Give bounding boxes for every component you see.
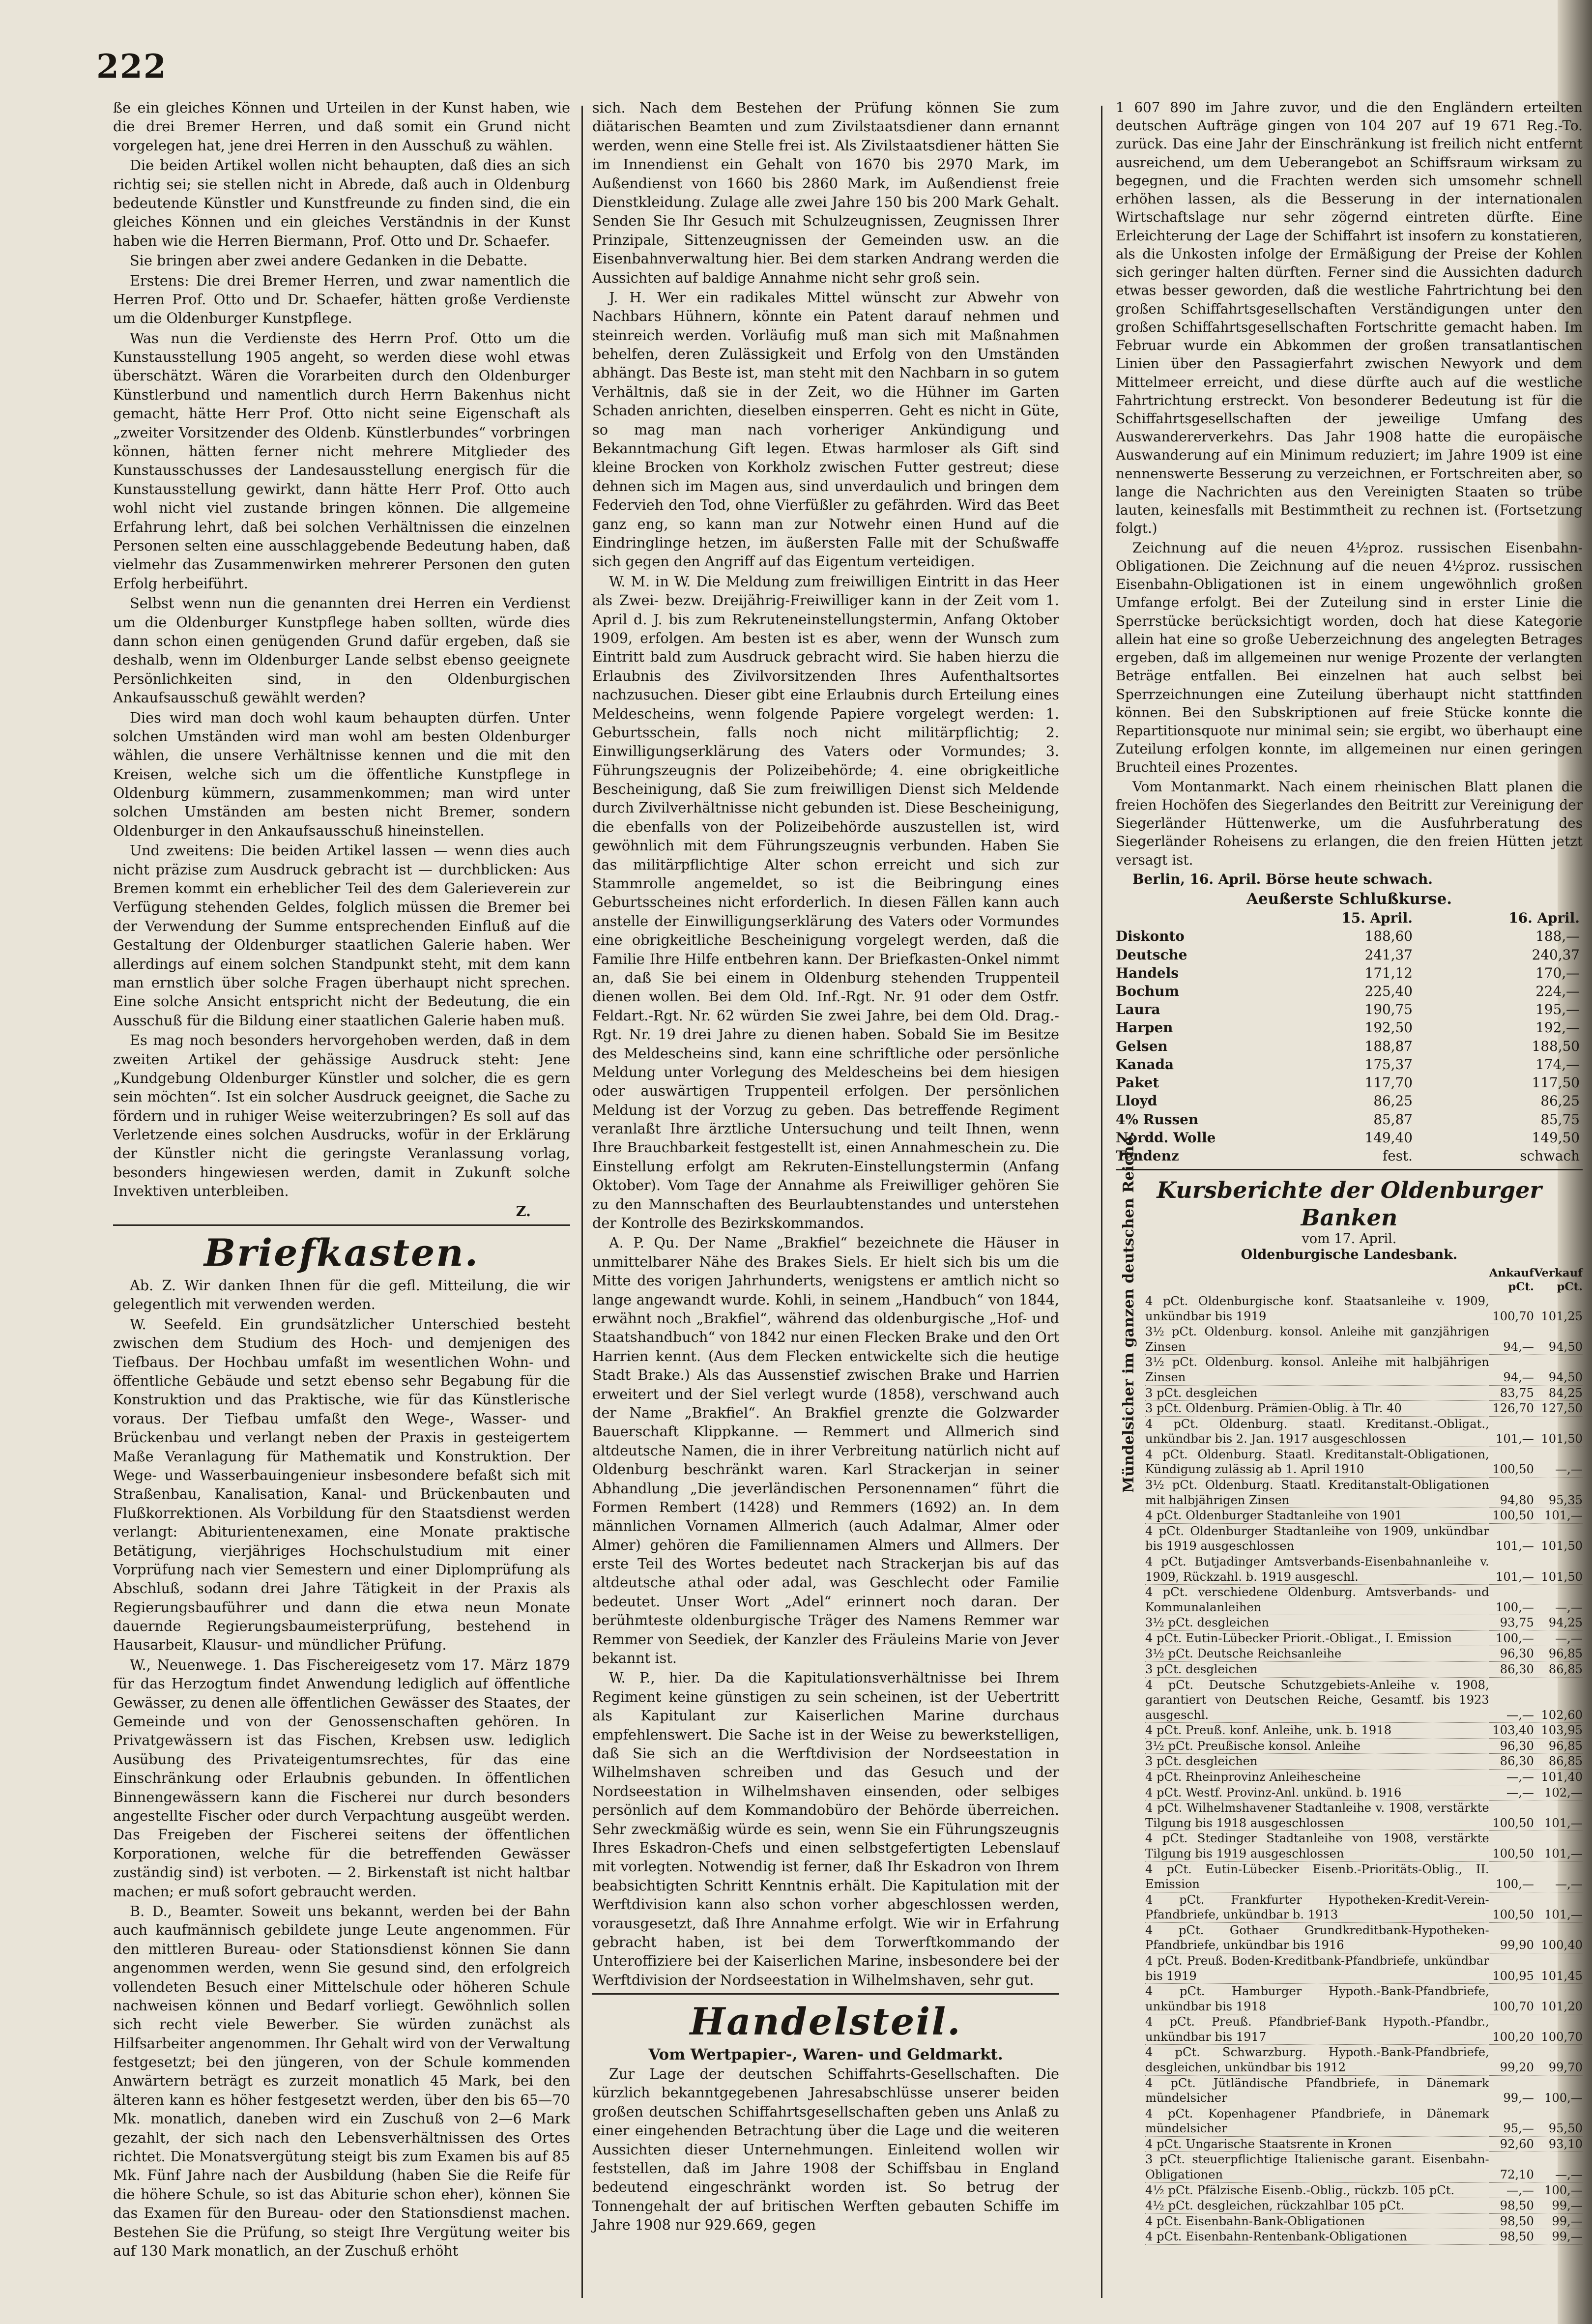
bond-row — [1145, 1831, 1583, 1861]
stock-name: Diskonto — [1116, 928, 1185, 945]
bond-name: 4 pCt. Eutin-Lübecker Priorit.-Obligat., I. Emission — [1145, 1630, 1489, 1646]
buy-price: 100,70 — [1489, 1984, 1534, 2014]
buy-price: 101,— — [1489, 1523, 1534, 1554]
bond-name: 4 pCt. Preuß. Boden-Kreditbank-Pfandbriefe, unkündbar bis 1919 — [1145, 1953, 1489, 1983]
page-number: 222 — [96, 47, 167, 86]
article-paragraph: Vom Montanmarkt. Nach einem rheinischen Blatt planen die freien Hochöfen des Siegerlandes den Beitritt zur Vereinigung der Siegerländer Hüttenwerke, um die Ausfuhrberatung des Siegerländer Roheisens zu erlangen, die den freien Hütten jetzt versagt ist. — [1116, 778, 1583, 868]
sell-price: 102,— — [1534, 1785, 1583, 1801]
bond-row — [1145, 1861, 1583, 1892]
sell-price: 99,70 — [1534, 2045, 1583, 2075]
price-today: schwach — [1520, 1148, 1580, 1164]
stock-name: Lloyd — [1116, 1093, 1158, 1109]
sell-price: 101,— — [1534, 1892, 1583, 1922]
price-row — [1116, 1000, 1583, 1018]
buy-price: 93,75 — [1489, 1615, 1534, 1631]
buy-price: —,— — [1489, 1677, 1534, 1723]
bond-row — [1145, 2136, 1583, 2152]
closing-prices-table — [1116, 909, 1583, 1165]
author-signature: Z. — [516, 1202, 531, 1220]
sell-price: 127,50 — [1534, 1401, 1583, 1417]
sell-price: 84,25 — [1534, 1385, 1583, 1401]
sell-price: 95,35 — [1534, 1478, 1583, 1508]
buy-price: 101,— — [1489, 1554, 1534, 1584]
side-label-text: Mündelsicher im ganzen deutschen Reiche. — [1120, 1132, 1137, 1493]
sell-price: 99,— — [1534, 2198, 1583, 2214]
sell-price: 101,50 — [1534, 1554, 1583, 1584]
price-today: 188,— — [1535, 928, 1580, 945]
sell-price: 100,— — [1534, 2075, 1583, 2106]
sell-price: 101,— — [1534, 1801, 1583, 1831]
article-paragraph: 1 607 890 im Jahre zuvor, und die den Engländern erteilten deutschen Aufträge gingen von 104 207 auf 19 671 Reg.-To. zurück. Das eine Jahr der Einschränkung ist freilich nicht entfernt ausreichend, um dem Ueberangebot an Schiffsraum wirksam zu begegnen, und die Frachten werden sich umsomehr schnell erhöhen lassen, als die Besserung in der internationalen Wirtschaftslage nur sehr zögernd eintreten dürfte. Eine Erleichterung der Lage der Schiffahrt ist insofern zu konstatieren, als die Unkosten infolge der Ermäßigung der Preise der Kohlen sich geringer halten dürften. Ferner sind die Aussichten dadurch etwas besser geworden, daß die westliche Fahrtrichtung bei den großen Schiffahrtsgesellschaften Verständigungen unter den großen Schiffahrtsgesellschaften Fortschritte gemacht haben. Im Februar wurde ein Abkommen der großen transatlantischen Linien über den Passagierfahrt zwischen Newyork und dem Mittelmeer erreicht, und diese dürfte auch auf die westliche Fahrtrichtung erstreckt. Von besonderer Bedeutung ist für die Schiffahrtsgesellschaften der jeweilige Umfang des Auswandererverkehrs. Das Jahr 1908 hatte die europäische Auswanderung auf ein Minimum reduziert; im Jahre 1909 ist eine nennenswerte Besserung zu verzeichnen, er Fortschreiten aber, so lange die Nachrichten aus den Vereinigten Staaten so trübe lauten, keinesfalls mit Bestimmtheit zu rechnen ist. (Fortsetzung folgt.) — [1116, 99, 1583, 537]
price-today: 86,25 — [1540, 1093, 1580, 1109]
price-today: 224,— — [1535, 983, 1580, 1000]
sell-price: 94,50 — [1534, 1355, 1583, 1385]
buy-price: 100,50 — [1489, 1801, 1534, 1831]
price-row — [1116, 1037, 1583, 1055]
column-divider — [581, 106, 583, 2298]
bond-prices-table — [1145, 1267, 1583, 2245]
buy-price: 92,60 — [1489, 2136, 1534, 2152]
buy-price: 86,30 — [1489, 1754, 1534, 1770]
bond-name: 4 pCt. Preuß. Pfandbrief-Bank Hypoth.-Pfandbr., unkündbar bis 1917 — [1145, 2014, 1489, 2045]
column-divider — [1101, 106, 1102, 2298]
stock-name: Harpen — [1116, 1019, 1173, 1036]
letter-answer: W. P., hier. Da die Kapitulationsverhältnisse bei Ihrem Regiment keine günstigen zu sein scheinen, ist der Uebertritt als Kapitulant zur Kaiserlichen Marine durchaus empfehlenswert. Die Sache ist in der Weise zu bewerkstelligen, daß Sie sich an die Werftdivision der Nordseestation in Wilhelmshaven schreiben und das Gesuch und der Nordseestation in Wilhelmshaven einsenden, oder selbiges persönlich auf dem Kommandobüro der Behörde überreichen. Sehr zweckmäßig würde es sein, wenn Sie ein Führungszeugnis Ihres Eskadron-Chefs und einen selbstgefertigten Lebenslauf mit vorlegten. Notwendig ist ferner, daß Ihr Eskadron von Ihrem beabsichtigten Schritt Kenntnis erhält. Die Kapitulation mit der Werftdivision kann also schon vorher abgeschlossen werden, vorausgesetzt, daß Ihre Annahme erfolgt. Wie wir in Erfahrung gebracht haben, ist bei dem Torwerftkommando der Unteroffiziere bei der Kaiserlichen Marine, insbesondere bei der Werftdivision der Nordseestation in Wilhelmshaven, sehr gut. — [592, 1669, 1059, 1988]
bond-name: 4 pCt. Hamburger Hypoth.-Bank-Pfandbriefe, unkündbar bis 1918 — [1145, 1984, 1489, 2014]
bond-name: 4 pCt. Preuß. konf. Anleihe, unk. b. 1918 — [1145, 1723, 1489, 1739]
buy-price: 95,— — [1489, 2106, 1534, 2136]
section-rule — [592, 1993, 1059, 1995]
buy-price: 94,80 — [1489, 1478, 1534, 1508]
bond-row — [1145, 1294, 1583, 1324]
buy-price: 83,75 — [1489, 1385, 1534, 1401]
price-prev: 85,87 — [1373, 1111, 1413, 1128]
bond-row — [1145, 2075, 1583, 2106]
column-2 — [592, 98, 1059, 2236]
bond-name: 4 pCt. Jütländische Pfandbriefe, in Dänemark mündelsicher — [1145, 2075, 1489, 2106]
price-prev: 241,37 — [1364, 946, 1413, 963]
sell-price: —,— — [1534, 1585, 1583, 1615]
buy-price: 100,95 — [1489, 1953, 1534, 1983]
bank-name: Oldenburgische Landesbank. — [1241, 1247, 1458, 1263]
letter-answer: Ab. Z. Wir danken Ihnen für die gefl. Mitteilung, die wir gelegentlich mit verwenden werden. — [113, 1277, 570, 1313]
bond-row — [1145, 2045, 1583, 2075]
bank-report-title: Kursberichte der Oldenburger Banken — [1157, 1177, 1542, 1231]
bond-name: 4 pCt. Ungarische Staatsrente in Kronen — [1145, 2136, 1489, 2152]
price-today: 174,— — [1535, 1056, 1580, 1073]
price-today: 195,— — [1535, 1001, 1580, 1018]
sell-price: 102,60 — [1534, 1677, 1583, 1723]
column-1 — [113, 98, 570, 2261]
bond-name: 4 pCt. Eutin-Lübecker Eisenb.-Prioritäts-Oblig., II. Emission — [1145, 1861, 1489, 1892]
price-prev: fest. — [1382, 1148, 1413, 1164]
bond-row — [1145, 1447, 1583, 1477]
letter-answer: sich. Nach dem Bestehen der Prüfung können Sie zum diätarischen Beamten und zum Zivilstaatsdiener dann ernannt werden, wenn eine Stelle frei ist. Als Zivilstaatsdiener hätten Sie im Innendienst ein Gehalt von 1670 bis 2970 Mark, im Außendienst von 1660 bis 2860 Mark, im Außendienst freie Dienstkleidung. Zulage alle zwei Jahre 150 bis 200 Mark Gehalt. Senden Sie Ihr Gesuch mit Schulzeugnissen, Zeugnissen Ihrer Prinzipale, Sittenzeugnissen der Gemeinden usw. an die Eisenbahnverwaltung hier. Bei dem starken Andrang werden die Aussichten auf baldige Annahme nicht sehr groß sein. — [592, 99, 1059, 286]
sell-price: —,— — [1534, 1630, 1583, 1646]
bond-row — [1145, 1324, 1583, 1355]
bond-name: 4 pCt. Schwarzburg. Hypoth.-Bank-Pfandbriefe, desgleichen, unkündbar bis 1912 — [1145, 2045, 1489, 2075]
buy-price: 100,— — [1489, 1585, 1534, 1615]
price-row — [1116, 1018, 1583, 1037]
bond-row — [1145, 1754, 1583, 1770]
buy-price: 100,20 — [1489, 2014, 1534, 2045]
bond-name: 4 pCt. Stedinger Stadtanleihe von 1908, verstärkte Tilgung bis 1919 ausgeschlossen — [1145, 1831, 1489, 1861]
berlin-market-line: Berlin, 16. April. Börse heute schwach. — [1132, 871, 1433, 887]
buy-price: 100,50 — [1489, 1831, 1534, 1861]
stock-name: Bochum — [1116, 983, 1179, 1000]
buy-price: 99,— — [1489, 2075, 1534, 2106]
bond-name: 4 pCt. Eisenbahn-Rentenbank-Obligationen — [1145, 2229, 1489, 2245]
sell-price: —,— — [1534, 1861, 1583, 1892]
article-paragraph: Zeichnung auf die neuen 4½proz. russischen Eisenbahn-Obligationen. Die Zeichnung auf die neuen 4½proz. russischen Eisenbahn-Obligationen ist in einem ungewöhnlich großen Umfange erfolgt. Bei der Zuteilung sind in erster Linie die Sperrstücke berücksichtigt worden, doch hat diese Kategorie allein hat eine so große Ueberzeichnung des angelegten Betrages ergeben, daß im allgemeinen nur wenige Prozente der verlangten Beträge entfallen. Bei einzelnen hat auch selbst bei Sperrzeichnungen eine Zuteilung überhaupt nicht stattfinden können. Bei den Subskriptionen auf freie Stücke konnte die Repartitionsquote nur minimal sein; sie ergibt, wo überhaupt eine Zuteilung erfolgen konnte, im allgemeinen nur einen geringen Bruchteil eines Prozentes. — [1116, 539, 1583, 776]
buy-price: 100,50 — [1489, 1447, 1534, 1477]
price-today: 85,75 — [1540, 1111, 1580, 1128]
bond-name: 4 pCt. Kopenhagener Pfandbriefe, in Dänemark mündelsicher — [1145, 2106, 1489, 2136]
price-row — [1116, 1055, 1583, 1074]
stock-name: Handels — [1116, 964, 1179, 981]
briefkasten-heading: Briefkasten. — [203, 1231, 480, 1275]
buy-price: 100,70 — [1489, 1294, 1534, 1324]
price-row — [1116, 982, 1583, 1000]
paragraph: Was nun die Verdienste des Herrn Prof. Otto um die Kunstausstellung 1905 angeht, so werden diese wohl etwas überschätzt. Wären die Vorarbeiten durch den Oldenburger Künstlerbund und namentlich durch Herrn Bakenhus nicht gemacht, hätte Herr Prof. Otto nicht seine Eigenschaft als „zweiter Vorsitzender des Oldenb. Künstlerbundes“ vorbringen können, hätten ferner nicht mehrere Mitglieder des Kunstausschusses der Landesausstellung energisch für die Kunstausstellung gewirkt, dann hätte Herr Prof. Otto auch wohl nicht viel zustande bringen können. Die allgemeine Erfahrung lehrt, daß bei solchen Verhältnissen die einzelnen Personen selten eine ausschlaggebende Bedeutung haben, daß vielmehr das Zusammenwirken mehrerer Personen den guten Erfolg herbeiführt. — [113, 329, 570, 592]
bond-row — [1145, 1770, 1583, 1785]
sell-price: 93,10 — [1534, 2136, 1583, 2152]
bond-row — [1145, 1416, 1583, 1447]
buy-price: 100,50 — [1489, 1892, 1534, 1922]
buy-price: 99,90 — [1489, 1922, 1534, 1953]
paragraph: Es mag noch besonders hervorgehoben werden, daß in dem zweiten Artikel der gehässige Ausdruck steht: Jene „Kundgebung Oldenburger Künstler und solcher, die es gern sein möchten“. Ist ein solcher Ausdruck geeignet, die Sache zu fördern und in ruhiger Weise weiterzubringen? Es soll auf das Verletzende eines solchen Ausdrucks, wofür in der Erklärung der Künstler nicht die geringste Veranlassung vorlag, besonders hingewiesen werden, damit in Zukunft solche Invektiven unterbleiben. — [113, 1032, 570, 1200]
bond-name: 4 pCt. Oldenburg. staatl. Kreditanst.-Obligat., unkündbar bis 2. Jan. 1917 ausgeschlossen — [1145, 1416, 1489, 1447]
bond-row — [1145, 1585, 1583, 1615]
bond-row — [1145, 1677, 1583, 1723]
bond-name: 3½ pCt. Oldenburg. Staatl. Kreditanstalt-Obligationen mit halbjährigen Zinsen — [1145, 1478, 1489, 1508]
bond-name: 4 pCt. Oldenburg. Staatl. Kreditanstalt-Obligationen, Kündigung zulässig ab 1. April 1910 — [1145, 1447, 1489, 1477]
sell-price: —,— — [1534, 1447, 1583, 1477]
stock-name: Kanada — [1116, 1056, 1174, 1073]
sell-price: 103,95 — [1534, 1723, 1583, 1739]
price-today: 117,50 — [1532, 1075, 1580, 1091]
sell-price: 94,50 — [1534, 1324, 1583, 1355]
bond-row — [1145, 1385, 1583, 1401]
sell-price: 101,50 — [1534, 1523, 1583, 1554]
buy-price: —,— — [1489, 2182, 1534, 2198]
paragraph: Erstens: Die drei Bremer Herren, und zwar namentlich die Herren Prof. Otto und Dr. Schaefer, hätten große Verdienste um die Oldenburger Kunstpflege. — [113, 272, 570, 327]
bond-name: 3½ pCt. Oldenburg. konsol. Anleihe mit halbjährigen Zinsen — [1145, 1355, 1489, 1385]
article-paragraph: Zur Lage der deutschen Schiffahrts-Gesellschaften. Die kürzlich bekanntgegebenen Jahresabschlüsse unserer beiden großen deutschen Schiffahrtsgesellschaften geben uns Anlaß zu einer eingehenden Betrachtung über die Lage und die weiteren Aussichten dieser Unternehmungen. Einleitend wollen wir feststellen, daß im Jahre 1908 der Schiffsbau in England bedeutend eingeschränkt worden ist. So betrug der Tonnengehalt der auf britischen Werften gebauten Schiffe im Jahre 1908 nur 929.669, gegen — [592, 2065, 1059, 2234]
price-row — [1116, 1092, 1583, 1110]
stock-name: Paket — [1116, 1075, 1159, 1091]
buy-price: 98,50 — [1489, 2213, 1534, 2229]
bond-row — [1145, 1785, 1583, 1801]
bond-rows — [1145, 1294, 1583, 2244]
bond-name: 4 pCt. Oldenburgische konf. Staatsanleihe v. 1909, unkündbar bis 1919 — [1145, 1294, 1489, 1324]
bond-name: 4 pCt. Oldenburger Stadtanleihe von 1909, unkündbar bis 1919 ausgeschlossen — [1145, 1523, 1489, 1554]
sell-price: 101,20 — [1534, 1984, 1583, 2014]
sell-price: 94,25 — [1534, 1615, 1583, 1631]
bond-name: 3½ pCt. desgleichen — [1145, 1615, 1489, 1631]
sell-price: 99,— — [1534, 2229, 1583, 2245]
buy-price: 100,— — [1489, 1861, 1534, 1892]
price-row — [1116, 1074, 1583, 1092]
buy-price: 98,50 — [1489, 2229, 1534, 2245]
letter-answer: B. D., Beamter. Soweit uns bekannt, werden bei der Bahn auch kaufmännisch gebildete junge Leute angenommen. Für den mittleren Bureau- oder Stationsdienst können Sie dann angenommen werden, wenn Sie gesund sind, den erfolgreich vollendeten Besuch einer Mittelschule oder höheren Schule nachweisen können und Bedarf vorliegt. Gewöhnlich sollen sich recht viele Bewerber. Sie würden zunächst als Hilfsarbeiter angenommen. Ihr Gehalt wird von der Verwaltung festgesetzt; bei den jüngeren, von der Schule kommenden Anwärtern beträgt es zurzeit monatlich 45 Mark, bei den älteren kann es höher festgesetzt werden, über den bis 65—70 Mk. monatlich, daneben wird ein Zuschuß von 2—6 Mark gezahlt, der sich nach den Lebensverhältnissen des Ortes richtet. Die Monatsvergütung steigt bis zum Examen bis auf 85 Mk. Fünf Jahre nach der Ausbildung (haben Sie die Reife für die höhere Schule, so ist das Abiturie schon eher), können Sie das Examen für den Bureau- oder den Stationsdienst machen. Bestehen Sie die Prüfung, so steigt Ihre Vergütung weiter bis auf 130 Mark monatlich, an der Zuschuß erhöht — [113, 1902, 570, 2259]
price-row — [1116, 964, 1583, 982]
sell-price: 99,— — [1534, 2213, 1583, 2229]
bond-name: 3½ pCt. Deutsche Reichsanleihe — [1145, 1646, 1489, 1662]
bond-row — [1145, 1984, 1583, 2014]
bond-row — [1145, 1401, 1583, 1417]
buy-price: 72,10 — [1489, 2152, 1534, 2182]
stock-name: Gelsen — [1116, 1038, 1168, 1054]
buy-price: 103,40 — [1489, 1723, 1534, 1739]
section-rule — [113, 1224, 570, 1226]
sell-price: 86,85 — [1534, 1661, 1583, 1677]
price-prev: 171,12 — [1364, 964, 1413, 981]
bond-name: 4 pCt. Eisenbahn-Bank-Obligationen — [1145, 2213, 1489, 2229]
buy-price: 100,— — [1489, 1630, 1534, 1646]
sell-price: 100,40 — [1534, 1922, 1583, 1953]
buy-price: 126,70 — [1489, 1401, 1534, 1417]
price-row — [1116, 1129, 1583, 1147]
price-prev: 188,60 — [1364, 928, 1413, 945]
sell-price: 101,45 — [1534, 1953, 1583, 1983]
paragraph: Dies wird man doch wohl kaum behaupten dürfen. Unter solchen Umständen wird man wohl am besten Oldenburger wählen, die unsere Verhältnisse kennen und die mit den Kreisen, welche sich um die öffentliche Kunstpflege in Oldenburg kümmern, zusammenkommen; man wird unter solchen Umständen am besten nicht Bremer, sondern Oldenburger in den Ankaufsausschuß hineinstellen. — [113, 709, 570, 839]
date-header: 15. April. — [1341, 910, 1413, 927]
sell-price: 101,50 — [1534, 1416, 1583, 1447]
sell-price: 86,85 — [1534, 1754, 1583, 1770]
bond-name: 4 pCt. Oldenburger Stadtanleihe von 1901 — [1145, 1508, 1489, 1524]
price-prev: 192,50 — [1364, 1019, 1413, 1036]
bond-row — [1145, 1922, 1583, 1953]
price-prev: 225,40 — [1364, 983, 1413, 1000]
letter-answer: J. H. Wer ein radikales Mittel wünscht zur Abwehr von Nachbars Hühnern, könnte ein Patent darauf nehmen und steinreich werden. Vorläufig muß man sich mit Maßnahmen behelfen, deren Zulässigkeit und Erfolg von den Umständen abhängt. Das Beste ist, man steht mit den Nachbarn in so gutem Verhältnis, daß sie in der Zeit, wo die Hühner im Garten Schaden anrichten, dieselben einsperren. Geht es nicht in Güte, so mag man nach vorheriger Ankündigung und Bekanntmachung Gift legen. Etwas harmloser als Gift sind kleine Brocken von Korkholz zwischen Futter gestreut; diese dehnen sich im Magen aus, sind unverdaulich und bringen dem Federvieh den Tod, ohne Vierfüßler zu gefährden. Wird das Beet ganz eng, so kann man zur Notwehr einen Hund auf die Eindringlinge hetzen, im äußersten Falle mit der Schußwaffe sich gegen den Angriff auf das Eigentum verteidigen. — [592, 289, 1059, 570]
sell-price: 96,85 — [1534, 1646, 1583, 1662]
bond-row — [1145, 1554, 1583, 1584]
sell-price: 101,— — [1534, 1508, 1583, 1524]
bond-row — [1145, 2213, 1583, 2229]
stock-name: Nordd. Wolle — [1116, 1129, 1216, 1146]
buy-header: Ankauf pCt. — [1489, 1267, 1534, 1293]
section-rule — [1116, 1169, 1583, 1170]
bond-name: 4 pCt. Westf. Provinz-Anl. unkünd. b. 1916 — [1145, 1785, 1489, 1801]
bond-name: 3 pCt. desgleichen — [1145, 1385, 1489, 1401]
price-today: 149,50 — [1532, 1129, 1580, 1146]
stock-name: 4% Russen — [1116, 1111, 1199, 1128]
buy-price: 94,— — [1489, 1324, 1534, 1355]
bond-row — [1145, 1661, 1583, 1677]
bond-name: 4 pCt. Deutsche Schutzgebiets-Anleihe v. 1908, garantiert von Deutschen Reiche, Gesamtf. bis 1923 ausgeschl. — [1145, 1677, 1489, 1723]
price-prev: 188,87 — [1364, 1038, 1413, 1054]
buy-price: 86,30 — [1489, 1661, 1534, 1677]
bond-name: 4 pCt. Wilhelmshavener Stadtanleihe v. 1908, verstärkte Tilgung bis 1918 ausgeschlossen — [1145, 1801, 1489, 1831]
bond-row — [1145, 1738, 1583, 1754]
bond-row — [1145, 2152, 1583, 2182]
bank-report-date: vom 17. April. — [1302, 1231, 1397, 1247]
price-today: 192,— — [1535, 1019, 1580, 1036]
buy-price: —,— — [1489, 1770, 1534, 1785]
price-prev: 117,70 — [1364, 1075, 1413, 1091]
bond-row — [1145, 1892, 1583, 1922]
bond-row — [1145, 2229, 1583, 2245]
buy-price: 96,30 — [1489, 1646, 1534, 1662]
letter-answer: W., Neuenwege. 1. Das Fischereigesetz vom 17. März 1879 für das Herzogtum findet Anwendung lediglich auf öffentliche Gewässer, zu denen alle öffentlichen Gewässer des Staates, der Gemeinde und von der Genossenschaften gehören. In Privatgewässern ist das Fischen, Krebsen usw. lediglich Ausübung des Privateigentumsrechtes, für das eine Einschränkung oder Erlaubnis gebunden. In öffentlichen Binnengewässern kann die Fischerei nur durch besonders angestellte Fischer oder durch Verpachtung ausgeübt werden. Das Freigeben der Fischerei seitens der öffentlichen Korporationen, welche für die betreffenden Gewässer zuständig sind) ist verboten. — 2. Birkenstaft ist nicht haltbar machen; er muß sofort gebraucht werden. — [113, 1656, 570, 1900]
bond-name: 4 pCt. Frankfurter Hypotheken-Kredit-Verein-Pfandbriefe, unkündbar b. 1913 — [1145, 1892, 1489, 1922]
price-row — [1116, 946, 1583, 964]
date-header: 16. April. — [1508, 910, 1580, 927]
bond-row — [1145, 2014, 1583, 2045]
bond-name: 3½ pCt. Oldenburg. konsol. Anleihe mit ganzjährigen Zinsen — [1145, 1324, 1489, 1355]
sell-price: 101,— — [1534, 1831, 1583, 1861]
bond-name: 4 pCt. Gothaer Grundkreditbank-Hypotheken-Pfandbriefe, unkündbar bis 1916 — [1145, 1922, 1489, 1953]
buy-price: 98,50 — [1489, 2198, 1534, 2214]
closing-prices-rows — [1116, 927, 1583, 1165]
price-today: 240,37 — [1532, 946, 1580, 963]
bond-name: 4 pCt. Butjadinger Amtsverbands-Eisenbahnanleihe v. 1909, Rückzahl. b. 1919 ausgeschl. — [1145, 1554, 1489, 1584]
bond-name: 4½ pCt. Pfälzische Eisenb.-Oblig., rückzb. 105 pCt. — [1145, 2182, 1489, 2198]
handelsteil-heading: Handelsteil. — [690, 2000, 962, 2044]
sell-price: 100,— — [1534, 2182, 1583, 2198]
buy-price: 100,50 — [1489, 1508, 1534, 1524]
bond-name: 3 pCt. desgleichen — [1145, 1661, 1489, 1677]
letter-answer: A. P. Qu. Der Name „Brakfiel“ bezeichnete die Häuser in unmittelbarer Nähe des Brakes Siels. Er hielt sich bis um die Mitte des vorigen Jahrhunderts, wenigstens er amtlich nicht so lange angewandt wurde. Kohli, in seinem „Handbuch“ von 1844, erwähnt noch „Brakfiel“, während das oldenburgische „Hof- und Staatshandbuch“ von 1842 nur einen Flecken Brake und den Ort Harrien kennt. (Aus dem Flecken entwickelte sich die heutige Stadt Brake.) Als das Aussenstief zwischen Brake und Harrien erweitert und der Siel verlegt wurde (1858), verschwand auch der Name „Brakfiel“. An Brakfiel grenzte die Golzwarder Bauerschaft Klippkanne. — Remmert und Allmerich sind altdeutsche Namen, die in ihrer Verbreitung natürlich nicht auf Oldenburg beschränkt waren. Karl Strackerjan in seiner Abhandlung „Die jeverländischen Personennamen“ führt die Formen Rembert (1428) und Remmers (1692) an. In dem männlichen Vornamen Allmerich (auch Adalmar, Almer oder Almer) gehören die Familiennamen Almers und Allmers. Der erste Teil des Wortes bedeutet nach Strackerjan bis auf das altdeutsche athal oder adal, was Geschlecht oder Familie bedeutet. Unser Wort „Adel“ erinnert noch daran. Der berühmteste oldenburgische Träger des Namens Remmer war Remmer von Seediek, der Kanzler des Fräuleins Marie von Jever bekannt ist. — [592, 1234, 1059, 1667]
closing-prices-title: Aeußerste Schlußkurse. — [1246, 890, 1452, 908]
bond-row — [1145, 1615, 1583, 1631]
bond-name: 3½ pCt. Preußische konsol. Anleihe — [1145, 1738, 1489, 1754]
paragraph: Sie bringen aber zwei andere Gedanken in die Debatte. — [130, 252, 528, 269]
letter-answer: W. Seefeld. Ein grundsätzlicher Unterschied besteht zwischen dem Studium des Hoch- und demjenigen des Tiefbaus. Der Hochbau umfaßt im wesentlichen Wohn- und öffentliche Gebäude und setzt ebenso sehr Begabung für die Konstruktion und das Praktische, wie für das Künstlerische voraus. Der Tiefbau umfaßt den Wege-, Wasser- und Brückenbau und verlangt neben der Praxis in gesteigertem Maße Veranlagung für Mathematik und Konstruktion. Der Wege- und Wasserbauingenieur insbesondere befaßt sich mit Straßenbau, Kanalisation, Kanal- und Brückenbauten und Flußkorrektionen. Als Vorbildung für den Staatsdienst werden verlangt: Abiturientenexamen, eine Monate praktische Betätigung, vierjähriges Hochschulstudium mit einer Vorprüfung nach vier Semestern und einer Diplomprüfung als Abschluß, sodann drei Jahre Tätigkeit in der Praxis als Regierungsbauführer und dann die etwa neun Monate dauernde Regierungsbaumeisterprüfung, bestehend in Hausarbeit, Klausur- und mündlicher Prüfung. — [113, 1315, 570, 1654]
bond-name: 3 pCt. Oldenburg. Prämien-Oblig. à Tlr. 40 — [1145, 1401, 1489, 1417]
sell-price: 96,85 — [1534, 1738, 1583, 1754]
bond-row — [1145, 1523, 1583, 1554]
paragraph: ße ein gleiches Können und Urteilen in der Kunst haben, wie die drei Bremer Herren, und daß somit ein Grund nicht vorgelegen hat, jene drei Herren in den Ausschuß zu wählen. — [113, 99, 570, 154]
price-row — [1116, 1147, 1583, 1165]
bond-row — [1145, 2106, 1583, 2136]
price-prev: 175,37 — [1364, 1056, 1413, 1073]
buy-price: —,— — [1489, 1785, 1534, 1801]
stock-name: Laura — [1116, 1001, 1160, 1018]
paragraph: Selbst wenn nun die genannten drei Herren ein Verdienst um die Oldenburger Kunstpflege haben sollten, würde dies dann schon einen genügenden Grund dafür ergeben, daß sie deshalb, wenn im Oldenburger Lande selbst ebenso geeignete Persönlichkeiten sind, in den Oldenburgischen Ankaufsausschuß gewählt werden? — [113, 595, 570, 706]
paragraph: Und zweitens: Die beiden Artikel lassen — wenn dies auch nicht präzise zum Ausdruck gebracht ist — durchblicken: Aus Bremen kommt ein erheblicher Teil des dem Galerieverein zur Verfügung stehenden Geldes, folglich müssen die Bremer bei der Verwendung der Summe entsprechenden Einfluß auf die Gestaltung der Oldenburger staatlichen Galerie haben. Wer allerdings auf einem solchen Standpunkt steht, mit dem kann man ernstlich über solche Fragen überhaupt nicht sprechen. Eine solche Ansicht entspricht nicht der Bedeutung, die ein Ausschuß für die Bildung einer staatlichen Galerie haben muß. — [113, 842, 570, 1029]
bond-row — [1145, 1801, 1583, 1831]
sell-price: —,— — [1534, 2152, 1583, 2182]
bond-row — [1145, 1953, 1583, 1983]
sell-price: 95,50 — [1534, 2106, 1583, 2136]
side-label — [1116, 1132, 1145, 2245]
sell-price: 100,70 — [1534, 2014, 1583, 2045]
buy-price: 96,30 — [1489, 1738, 1534, 1754]
column-3 — [1116, 98, 1583, 2245]
price-prev: 149,40 — [1364, 1129, 1413, 1146]
sell-price: 101,40 — [1534, 1770, 1583, 1785]
bond-row — [1145, 1723, 1583, 1739]
paragraph: Die beiden Artikel wollen nicht behaupten, daß dies an sich richtig sei; sie stellen nicht in Abrede, daß auch in Oldenburg bedeutende Künstler und Kunstfreunde zu finden sind, die ein gleiches Können und ein gleiches Verständnis in der Kunst haben wie die Herren Biermann, Prof. Otto und Dr. Schaefer. — [113, 157, 570, 249]
buy-price: 101,— — [1489, 1416, 1534, 1447]
bond-row — [1145, 2198, 1583, 2214]
buy-price: 99,20 — [1489, 2045, 1534, 2075]
bond-name: 4 pCt. Rheinprovinz Anleihescheine — [1145, 1770, 1489, 1785]
handelsteil-subheading: Vom Wertpapier-, Waren- und Geldmarkt. — [648, 2046, 1003, 2064]
stock-name: Deutsche — [1116, 946, 1187, 963]
bond-row — [1145, 2182, 1583, 2198]
price-today: 188,50 — [1532, 1038, 1580, 1054]
price-prev: 86,25 — [1373, 1093, 1413, 1109]
sell-header: Verkauf pCt. — [1534, 1267, 1583, 1293]
bond-row — [1145, 1355, 1583, 1385]
bond-row — [1145, 1478, 1583, 1508]
sell-price: 101,25 — [1534, 1294, 1583, 1324]
bond-row — [1145, 1508, 1583, 1524]
stock-name: Tendenz — [1116, 1148, 1179, 1164]
bond-name: 3 pCt. desgleichen — [1145, 1754, 1489, 1770]
price-row — [1116, 927, 1583, 945]
price-prev: 190,75 — [1364, 1001, 1413, 1018]
price-row — [1116, 1110, 1583, 1129]
buy-price: 94,— — [1489, 1355, 1534, 1385]
letter-answer: W. M. in W. Die Meldung zum freiwilligen Eintritt in das Heer als Zwei- bezw. Dreijährig-Freiwilliger kann in der Zeit vom 1. April d. J. bis zum Rekruteneinstellungstermin, Anfang Oktober 1909, erfolgen. Am besten ist es aber, wenn der Wunsch zum Eintritt bald zum Ausdruck gebracht wird. Sie haben hierzu die Erlaubnis des Zivilvorsitzenden Ihres Aufenthaltsortes nachzusuchen. Dieser gibt eine Erlaubnis durch Erteilung eines Meldescheins, wenn folgende Papiere vorgelegt werden: 1. Geburtsschein, falls noch nicht militärpflichtig; 2. Einwilligungserklärung des Vaters oder Vormundes; 3. Führungszeugnis der Polizeibehörde; 4. eine obrigkeitliche Bescheinigung, daß Sie zum freiwilligen Dienst sich Meldende durch Zivilverhältnisse nicht gebunden ist. Diese Bescheinigung, die ebenfalls von der Polizeibehörde auszustellen ist, wird gewöhnlich mit dem Führungszeugnis verbunden. Haben Sie das militärpflichtige Alter schon erreicht und sich zur Stammrolle angemeldet, so ist die Beibringung eines Geburtsscheines nicht erforderlich. In diesen Fällen kann auch anstelle der Einwilligungserklärung des Vaters oder Vormundes eine obrigkeitliche Bescheinigung vorgelegt werden, daß die Familie Ihre Hilfe entbehren kann. Der Briefkasten-Onkel nimmt an, daß Sie bei einem in Oldenburg stehenden Truppenteil dienen wollen. Bei dem Old. Inf.-Rgt. Nr. 91 oder dem Ostfr. Feldart.-Rgt. Nr. 62 würden Sie zwei Jahre, bei dem Old. Drag.-Rgt. Nr. 19 drei Jahre zu dienen haben. Sobald Sie im Besitze des Meldescheins sind, kann eine schriftliche oder persönliche Meldung unter Vorlegung des Meldescheins bei dem hiesigen oder auswärtigen Truppenteil erfolgen. Der persönlichen Meldung ist der Vorzug zu geben. Das betreffende Regiment veranlaßt Ihre ärztliche Untersuchung und teilt Ihnen, wenn Ihre Brauchbarkeit festgestellt ist, einen Annahmeschein zu. Die Einstellung erfolgt am Rekruten-Einstellungstermin (Anfang Oktober). Vom Tage der Annahme als Freiwilliger gehören Sie zu den Mannschaften des Beurlaubtenstandes und unterstehen der Kontrolle des Bezirkskommandos. — [592, 573, 1059, 1232]
bond-row — [1145, 1630, 1583, 1646]
bond-row — [1145, 1646, 1583, 1662]
bond-name: 4½ pCt. desgleichen, rückzahlbar 105 pCt. — [1145, 2198, 1489, 2214]
bond-name: 3 pCt. steuerpflichtige Italienische garant. Eisenbahn-Obligationen — [1145, 2152, 1489, 2182]
bond-name: 4 pCt. verschiedene Oldenburg. Amtsverbands- und Kommunalanleihen — [1145, 1585, 1489, 1615]
price-today: 170,— — [1535, 964, 1580, 981]
